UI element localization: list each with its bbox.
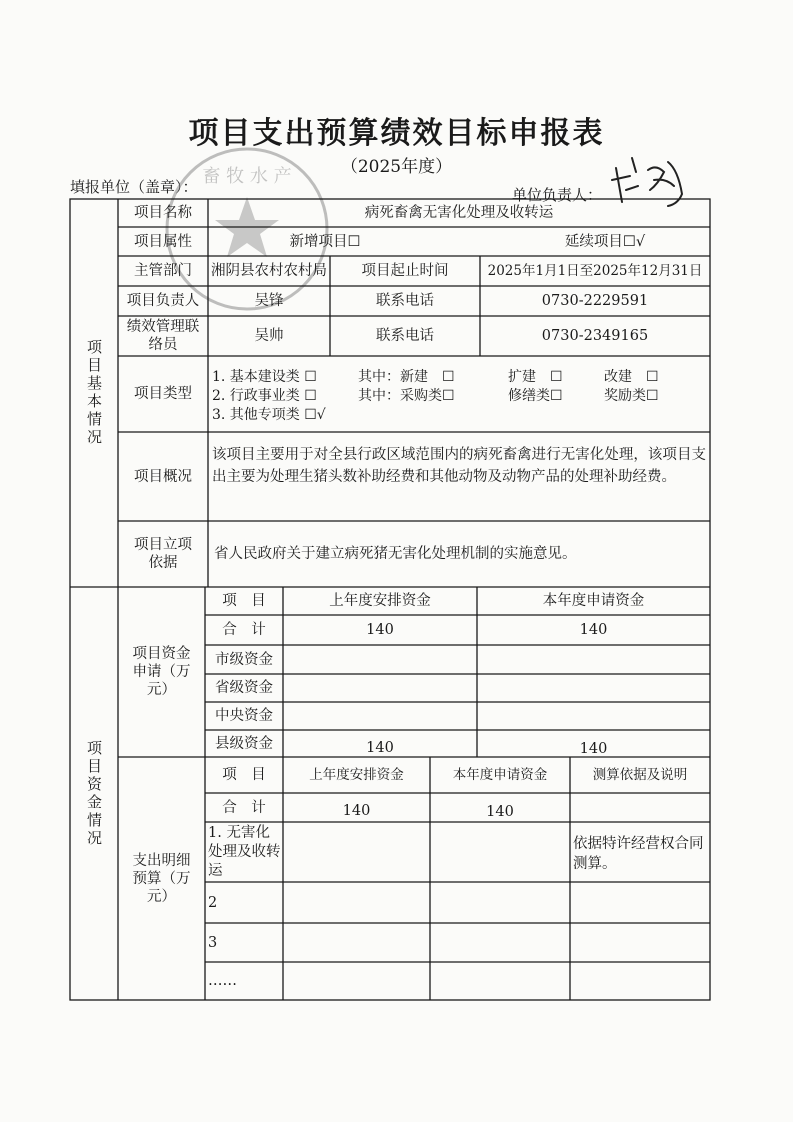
- funds-header-curr: 本年度申请资金: [542, 593, 645, 609]
- detail-row-prev: 140: [342, 802, 371, 819]
- type-expand: 扩建 ☐: [508, 369, 563, 385]
- phone-value-1: 0730-2229591: [541, 293, 649, 309]
- leader-value: 吴锋: [254, 293, 284, 309]
- leader-label: 项目负责人: [126, 293, 200, 309]
- detail-header-curr: 本年度申请资金: [452, 767, 548, 783]
- detail-row-prev: [283, 923, 430, 962]
- funds-row-prev: [283, 702, 477, 730]
- section-funds-info: 项目资金情况: [85, 739, 103, 848]
- detail-row-note: [570, 962, 710, 1000]
- detail-header-note: 测算依据及说明: [592, 767, 688, 783]
- detail-row-name: 2: [208, 894, 218, 911]
- funds-row-curr: 140: [579, 740, 608, 757]
- project-name-label: 项目名称: [134, 205, 192, 221]
- detail-row-curr: 140: [486, 803, 514, 820]
- type-reward: 奖励类☐: [604, 388, 659, 404]
- detail-row-prev: [283, 962, 430, 1000]
- funds-row-prev: [283, 645, 477, 674]
- basis-text: 省人民政府关于建立病死猪无害化处理机制的实施意见。: [214, 546, 577, 562]
- perf-contact-value: 吴帅: [254, 328, 284, 344]
- detail-row-name: ……: [208, 973, 237, 989]
- type-purchase: 其中：采购类☐: [358, 388, 455, 404]
- filling-unit-label: 填报单位（盖章）：: [70, 178, 198, 196]
- funds-row-curr: 140: [579, 622, 608, 638]
- unit-responsible-label: 单位负责人：: [512, 186, 603, 204]
- detail-row-prev: [283, 822, 430, 882]
- type-new-build: 其中：新建 ☐: [358, 369, 455, 385]
- form-title: 项目支出预算绩效目标申报表: [188, 116, 605, 151]
- funds-row-curr: [477, 645, 710, 674]
- detail-row-name: 合 计: [222, 799, 266, 816]
- detail-header-prev: 上年度安排资金: [309, 767, 404, 783]
- basis-label: 项目立项依据: [134, 537, 192, 571]
- funds-row-name: 市级资金: [215, 651, 273, 668]
- project-attr-continue: 延续项目☐√: [564, 233, 646, 250]
- section-basic-info: 项目基本情况: [85, 339, 103, 447]
- funds-apply-label: 项目资金申请（万元）: [132, 646, 191, 698]
- detail-row-name: 1. 无害化处理及收转运: [208, 824, 281, 879]
- detail-row-curr: [430, 962, 570, 1000]
- detail-row-note: [570, 793, 710, 822]
- detail-row-note: [570, 882, 710, 923]
- type-other-special: 3. 其他专项类 ☐√: [212, 407, 326, 423]
- project-attr-new: 新增项目☐: [289, 233, 361, 250]
- detail-header-item: 项 目: [222, 767, 266, 783]
- funds-row-name: 县级资金: [215, 735, 273, 752]
- form-year: （2025年度）: [340, 157, 453, 177]
- funds-header-prev: 上年度安排资金: [329, 593, 431, 609]
- funds-row-name: 合 计: [222, 622, 266, 638]
- detail-row-name: 3: [208, 934, 218, 951]
- phone-label-2: 联系电话: [376, 328, 434, 344]
- phone-value-2: 0730-2349165: [541, 328, 649, 344]
- type-basic-construction: 1. 基本建设类 ☐: [212, 369, 317, 385]
- type-repair: 修缮类☐: [508, 388, 563, 404]
- project-name-value: 病死畜禽无害化处理及收转运: [364, 205, 554, 221]
- funds-row-curr: [477, 702, 710, 730]
- funds-row-prev: 140: [366, 739, 394, 756]
- detail-row-note: 依据特许经营权合同测算。: [573, 836, 704, 872]
- overview-text: 该项目主要用于对全县行政区域范围内的病死畜禽进行无害化处理，该项目支出主要为处理生猪头数补助经费和其他动物及动物产品的处理补助经费。: [212, 447, 706, 485]
- project-type-label: 项目类型: [134, 386, 192, 402]
- period-value: 2025年1月1日至2025年12月31日: [487, 263, 703, 279]
- overview-label: 项目概况: [134, 468, 192, 485]
- svg-text:畜 牧 水 产: 畜 牧 水 产: [202, 166, 292, 187]
- funds-header-item: 项 目: [222, 593, 266, 609]
- dept-label: 主管部门: [134, 263, 192, 279]
- perf-contact-label: 绩效管理联络员: [126, 319, 200, 353]
- funds-row-name: 中央资金: [215, 708, 273, 724]
- detail-row-curr: [430, 882, 570, 923]
- period-label: 项目起止时间: [361, 263, 449, 279]
- detail-row-prev: [283, 882, 430, 923]
- project-attr-label: 项目属性: [134, 233, 192, 250]
- detail-row-curr: [430, 923, 570, 962]
- detail-row-curr: [430, 822, 570, 882]
- detail-row-note: [570, 923, 710, 962]
- type-admin: 2. 行政事业类 ☐: [212, 388, 317, 404]
- type-rebuild: 改建 ☐: [604, 369, 659, 385]
- funds-row-curr: [477, 674, 710, 702]
- detail-budget-label: 支出明细预算（万元）: [132, 852, 191, 905]
- funds-row-prev: [283, 674, 477, 702]
- funds-row-name: 省级资金: [215, 680, 273, 696]
- phone-label-1: 联系电话: [376, 293, 434, 309]
- funds-row-prev: 140: [366, 622, 394, 638]
- dept-value: 湘阴县农村农村局: [211, 262, 327, 279]
